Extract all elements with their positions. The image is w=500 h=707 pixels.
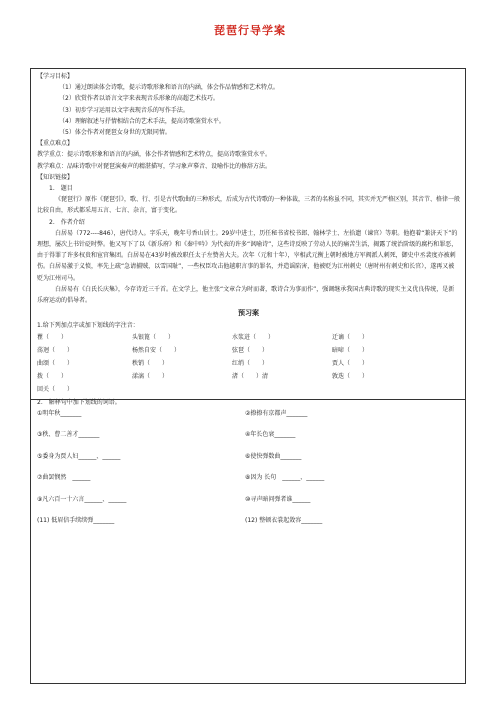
vocab-item[interactable]: (12) 整顿衣裳起敛容_______	[245, 517, 323, 525]
author-paragraph-2: 白居易有《白氏长庆集》，今存诗近三千首。在文学上，他主张“文章合为时而著，歌诗合为事而作”，强调继承我国古典诗歌的现实主义优良传统，是新乐府运动的倡导者。	[37, 285, 455, 305]
vocab-item[interactable]: ⑤委身为贾人妇______、______	[37, 452, 121, 460]
pinyin-item[interactable]: 迁谪（ ）	[332, 333, 369, 341]
vocab-item[interactable]: (11) 低眉信手续续弹_______	[37, 517, 115, 525]
vocab-item[interactable]: ⑦曲罢悯然 ______	[37, 474, 91, 482]
goal-item: （4）理解叙述与抒情相结合的艺术手法，提高诗歌鉴赏水平。	[59, 117, 225, 125]
vocab-item[interactable]: ⑥使快弹数曲_______	[245, 452, 302, 460]
pinyin-item[interactable]: 荡迥（ ）	[37, 346, 74, 354]
pinyin-item[interactable]: 秩销（ ）	[132, 359, 169, 367]
key-point: 教学难点：品味诗歌中对琵琶演奏声的精湛描写，学习象声摹音、设喻作比的修辞方法。	[37, 162, 272, 170]
vocab-item[interactable]: ⑧因为 长句 ______、______	[245, 474, 325, 482]
pinyin-item[interactable]: 水浆迸（ ）	[232, 333, 275, 341]
pinyin-item[interactable]: 暗啼（ ）	[332, 346, 369, 354]
question-2: 2. 解释句中加下划线的词语。	[37, 398, 121, 406]
vocab-item[interactable]: ④年长色衰_______	[245, 431, 296, 439]
pinyin-item[interactable]: 红绡（ ）	[232, 359, 269, 367]
pinyin-item[interactable]: 贾人（ ）	[332, 359, 369, 367]
goal-item: （5）体会作者对琵琶女身世的无限同情。	[59, 129, 171, 137]
goals-heading: 【学习目标】	[37, 73, 74, 80]
pinyin-item[interactable]: 渚（ ）清	[232, 372, 269, 380]
pinyin-item[interactable]: 弦琶（ ）	[232, 346, 269, 354]
pinyin-item[interactable]: 回关（ ）	[37, 385, 74, 393]
links-heading: 【知识链接】	[37, 173, 74, 181]
preview-heading: 预习案	[238, 309, 259, 318]
vocab-item[interactable]: ⑩寻声暗问弹者谁______	[245, 495, 311, 503]
question-1: 1.给下列加点字或加下划线的字注音：	[37, 322, 139, 330]
pinyin-item[interactable]: 拨（ ）	[37, 372, 68, 380]
author-label: 2. 作者介绍	[49, 218, 85, 226]
pinyin-item[interactable]: 杨然自安（ ）	[132, 346, 181, 354]
goal-item: （3）初步学习运用以文字表现音乐的写作手法。	[59, 106, 189, 114]
section-divider	[31, 399, 465, 400]
key-heading: 【重点难点】	[37, 140, 74, 148]
vocab-item[interactable]: ⑨凡六百一十六言______、______	[37, 495, 127, 503]
pinyin-item[interactable]: 敦迭（ ）	[332, 372, 369, 380]
goal-item: （1）通过朗读体会诗歌，提示诗歌形象和语言的内涵，体会作品情感和艺术特点。	[59, 84, 279, 92]
content-frame	[30, 68, 466, 684]
pinyin-item[interactable]: 曲颂（ ）	[37, 359, 74, 367]
pinyin-item[interactable]: 漾漓（ ）	[132, 372, 169, 380]
vocab-item[interactable]: ③秩、曹二善才_______	[37, 431, 100, 439]
page-title: 琵琶行导学案	[214, 24, 286, 37]
author-paragraph-1: 白居易（772----846），唐代诗人。字乐天，晚年号香山居士。29岁中进士，历任秘书省校书郎、翰林学士、左拾遗（谏官）等职。他抱着“兼济天下”的理想，屡次上书针砭时弊。他又写下了以《新乐府》和《秦中吟》为代表的许多“讽喻诗”，这些诗反映了劳动人民的痛苦生活，揭露了统治阶级的腐朽和罪恶，由于得罪了许多权贵和宦官集团。白居易在43岁时被改职任太子左赞善大夫。次年（元和十年），宰相武元衡上朝时被地方军阀派人刺死，御史中丞裴度亦被刺伤。白居易激于义愤，率先上疏“急请捕贼，以雪国耻”，一些权臣攻击他越职言事的罪名，并造谣陷害，他被贬为江州刺史（唐时州有刺史和长官），遂再又被贬为江州司马。	[37, 229, 458, 282]
vocab-item[interactable]: ①明年秋_______	[37, 409, 82, 417]
pinyin-item[interactable]: 头银篦（ ）	[132, 333, 175, 341]
vocab-item[interactable]: ②撩撩有京都声_______	[245, 409, 308, 417]
goal-item: （2）欣赏作者以语言文字来表现音乐形象的高超艺术技巧。	[59, 95, 219, 103]
topic-text: 《琵琶行》原作《琵琶引》，歌、行、引是古代歌曲的三种形式，后成为古代诗歌的一种体裁，三者的名称虽不同，其实并无严格区别，其音节、格律一般比较自由，形式都采用五言、七言、杂言，富于变化。	[37, 196, 461, 215]
topic-label: 1. 题目	[49, 185, 73, 193]
vocab-grid	[37, 408, 460, 537]
key-point: 教学重点：提示诗歌形象和语言的内涵，体会作者情感和艺术特点，提高诗歌鉴赏水平。	[37, 151, 272, 159]
pinyin-item[interactable]: 瞿（ ）	[37, 333, 68, 341]
pinyin-grid	[37, 332, 460, 397]
